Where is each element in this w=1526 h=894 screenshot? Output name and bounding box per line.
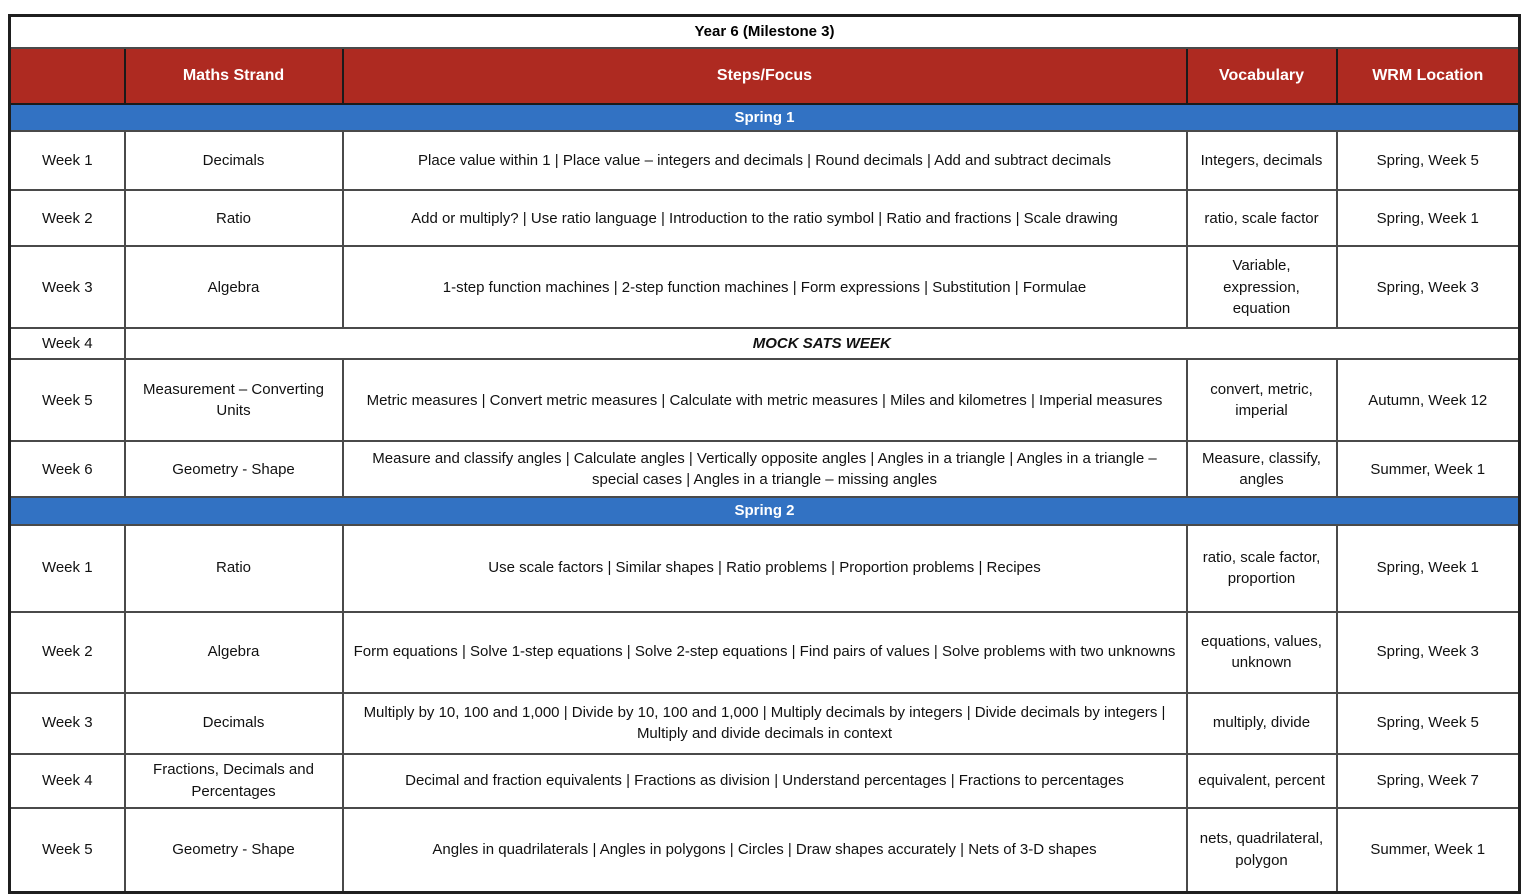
- week-cell: Week 2: [10, 190, 125, 246]
- wrm-cell: Spring, Week 3: [1337, 246, 1520, 328]
- week-row: [10, 131, 1520, 190]
- strand-cell: Geometry - Shape: [125, 441, 343, 497]
- steps-cell: Angles in quadrilaterals | Angles in polygons | Circles | Draw shapes accurately | Nets of 3-D shapes: [343, 808, 1187, 893]
- curriculum-table: [8, 14, 1521, 894]
- vocab-cell: equivalent, percent: [1187, 754, 1337, 808]
- wrm-cell: Spring, Week 1: [1337, 190, 1520, 246]
- vocab-cell: Variable, expression, equation: [1187, 246, 1337, 328]
- week-cell: Week 6: [10, 441, 125, 497]
- strand-cell: Decimals: [125, 693, 343, 754]
- wrm-cell: Summer, Week 1: [1337, 441, 1520, 497]
- strand-cell: Algebra: [125, 612, 343, 693]
- wrm-cell: Spring, Week 1: [1337, 525, 1520, 612]
- steps-cell: Place value within 1 | Place value – integers and decimals | Round decimals | Add and subtract decimals: [343, 131, 1187, 190]
- wrm-cell: Spring, Week 3: [1337, 612, 1520, 693]
- steps-cell: Form equations | Solve 1-step equations | Solve 2-step equations | Find pairs of values | Solve problems with two unknowns: [343, 612, 1187, 693]
- merged-note-cell: MOCK SATS WEEK: [125, 328, 1520, 359]
- steps-cell: Multiply by 10, 100 and 1,000 | Divide by 10, 100 and 1,000 | Multiply decimals by integers | Divide decimals by integers | Multiply and divide decimals in context: [343, 693, 1187, 754]
- steps-cell: Measure and classify angles | Calculate angles | Vertically opposite angles | Angles in a triangle | Angles in a triangle – special cases | Angles in a triangle – missing angles: [343, 441, 1187, 497]
- week-cell: Week 4: [10, 754, 125, 808]
- vocab-cell: nets, quadrilateral, polygon: [1187, 808, 1337, 893]
- week-row: [10, 190, 1520, 246]
- section-band-label: Spring 1: [10, 104, 1520, 131]
- vocab-cell: Integers, decimals: [1187, 131, 1337, 190]
- week-cell: Week 5: [10, 359, 125, 441]
- wrm-cell: Spring, Week 5: [1337, 131, 1520, 190]
- header-steps-focus: Steps/Focus: [343, 48, 1187, 104]
- vocab-cell: convert, metric, imperial: [1187, 359, 1337, 441]
- title-row: [10, 16, 1520, 49]
- steps-cell: Add or multiply? | Use ratio language | Introduction to the ratio symbol | Ratio and fractions | Scale drawing: [343, 190, 1187, 246]
- week-cell: Week 5: [10, 808, 125, 893]
- page-title: Year 6 (Milestone 3): [10, 16, 1520, 49]
- week-row: [10, 808, 1520, 893]
- week-cell: Week 3: [10, 693, 125, 754]
- steps-cell: Metric measures | Convert metric measures | Calculate with metric measures | Miles and kilometres | Imperial measures: [343, 359, 1187, 441]
- strand-cell: Ratio: [125, 525, 343, 612]
- week-cell: Week 1: [10, 131, 125, 190]
- vocab-cell: equations, values, unknown: [1187, 612, 1337, 693]
- week-row: [10, 441, 1520, 497]
- week-row: [10, 246, 1520, 328]
- strand-cell: Algebra: [125, 246, 343, 328]
- steps-cell: Decimal and fraction equivalents | Fractions as division | Understand percentages | Fractions to percentages: [343, 754, 1187, 808]
- section-band-row: [10, 104, 1520, 131]
- week-cell: Week 4: [10, 328, 125, 359]
- vocab-cell: Measure, classify, angles: [1187, 441, 1337, 497]
- week-cell: Week 1: [10, 525, 125, 612]
- week-row: [10, 525, 1520, 612]
- strand-cell: Ratio: [125, 190, 343, 246]
- week-row: [10, 693, 1520, 754]
- header-wrm-location: WRM Location: [1337, 48, 1520, 104]
- week-row: [10, 328, 1520, 359]
- header-maths-strand: Maths Strand: [125, 48, 343, 104]
- strand-cell: Fractions, Decimals and Percentages: [125, 754, 343, 808]
- vocab-cell: ratio, scale factor, proportion: [1187, 525, 1337, 612]
- week-row: [10, 754, 1520, 808]
- wrm-cell: Spring, Week 7: [1337, 754, 1520, 808]
- steps-cell: Use scale factors | Similar shapes | Ratio problems | Proportion problems | Recipes: [343, 525, 1187, 612]
- wrm-cell: Spring, Week 5: [1337, 693, 1520, 754]
- wrm-cell: Summer, Week 1: [1337, 808, 1520, 893]
- week-row: [10, 612, 1520, 693]
- strand-cell: Geometry - Shape: [125, 808, 343, 893]
- strand-cell: Decimals: [125, 131, 343, 190]
- wrm-cell: Autumn, Week 12: [1337, 359, 1520, 441]
- column-header-row: [10, 48, 1520, 104]
- week-cell: Week 2: [10, 612, 125, 693]
- curriculum-sheet: [8, 14, 1518, 894]
- section-band-label: Spring 2: [10, 497, 1520, 524]
- section-band-row: [10, 497, 1520, 524]
- vocab-cell: ratio, scale factor: [1187, 190, 1337, 246]
- steps-cell: 1-step function machines | 2-step function machines | Form expressions | Substitution | Formulae: [343, 246, 1187, 328]
- week-cell: Week 3: [10, 246, 125, 328]
- vocab-cell: multiply, divide: [1187, 693, 1337, 754]
- week-row: [10, 359, 1520, 441]
- header-week: [10, 48, 125, 104]
- header-vocabulary: Vocabulary: [1187, 48, 1337, 104]
- strand-cell: Measurement – Converting Units: [125, 359, 343, 441]
